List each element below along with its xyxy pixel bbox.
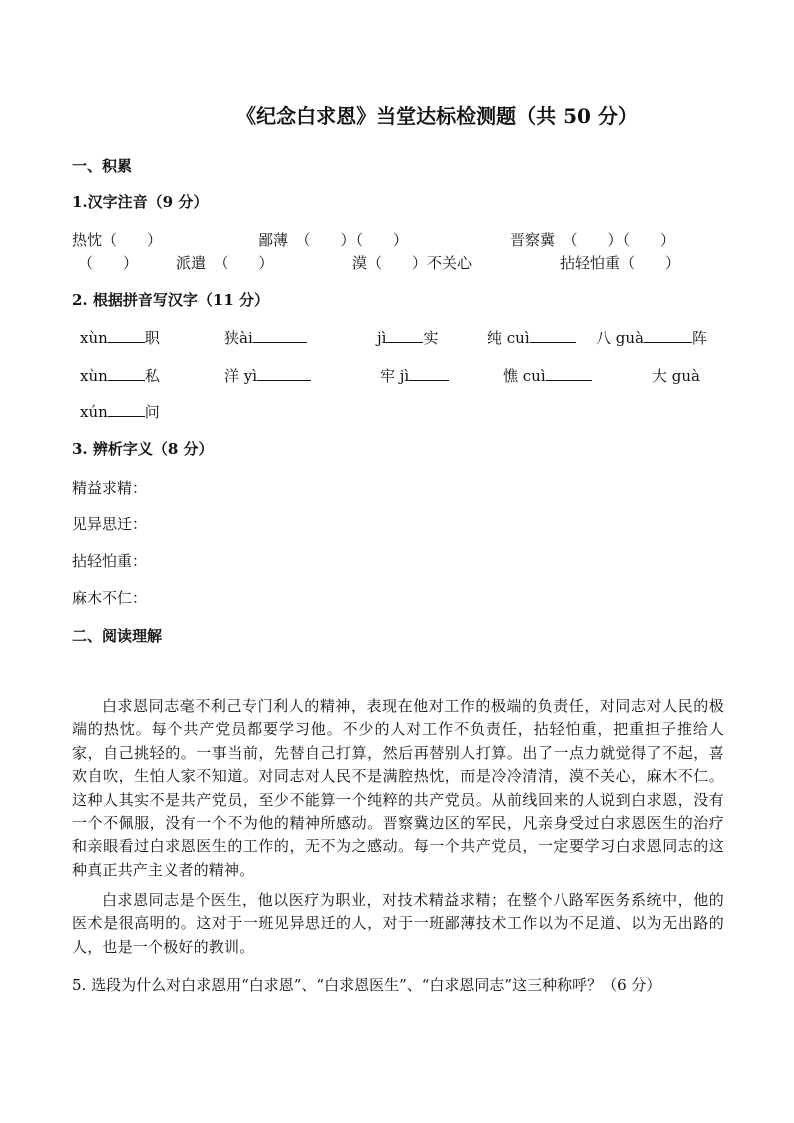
q3-item-mamuburen: 麻木不仁： xyxy=(72,589,148,607)
q1-heading: 1.汉字注音（9 分） xyxy=(72,193,209,211)
q2-item-qiaocui: 憔 cuì xyxy=(503,365,592,386)
q2-item-baguazhen: 八 guà 阵 xyxy=(596,329,707,347)
q1-item-bibo: 鄙薄 （ ）（ ） xyxy=(258,231,409,249)
q2-item-yangyi: 洋 yì xyxy=(224,365,311,386)
section1-heading: 一、积累 xyxy=(72,157,133,175)
q3-item-nianqingpazhong: 拈轻怕重： xyxy=(72,552,148,570)
q1-item-mobuguanxin: 漠（ ）不关心 xyxy=(352,254,473,272)
q3-item-jianyisiqian: 见异思迁： xyxy=(72,515,148,533)
reading-paragraph-2: 白求恩同志是个医生，他以医疗为职业，对技术精益求精；在整个八路军医务系统中，他的医术是很高明的。这对于一班见异思迁的人，对于一班鄙薄技术工作以为不足道、以为无出路的人，也是一个极好的教训。 xyxy=(72,891,724,956)
q2-item-laoji: 牢 jì xyxy=(380,365,449,386)
q5-question: 5. 选段为什么对白求恩用“白求恩”、“白求恩医生”、“白求恩同志”这三种称呼？（6 分） xyxy=(72,976,662,994)
q3-item-jingyiqiujing: 精益求精： xyxy=(72,479,148,497)
q2-heading: 2. 根据拼音写汉字（11 分） xyxy=(72,291,269,309)
reading-paragraph-1: 白求恩同志毫不利己专门利人的精神，表现在他对工作的极端的负责任，对同志对人民的极端的热忱。每个共产党员都要学习他。不少的人对工作不负责任，拈轻怕重，把重担子推给人家，自己挑轻的。一事当前，先替自己打算，然后再替别人打算。出了一点力就觉得了不起，喜欢自吹，生怕人家不知道。对同志对人民不是满腔热忱，而是冷冷清清，漠不关心，麻木不仁。这种人其实不是共产党员，至少不能算一个纯粹的共产党员。从前线回来的人说到白求恩，没有一个不佩服，没有一个不为他的精神所感动。晋察冀边区的军民，凡亲身受过白求恩医生的治疗和亲眼看过白求恩医生的工作的，无不为之感动。每一个共产党员，一定要学习白求恩同志的这种真正共产主义者的精神。 xyxy=(72,697,724,879)
q2-item-jishi: jì 实 xyxy=(377,329,439,347)
q1-item-blank: （ ） xyxy=(78,254,139,272)
q2-item-xunzhi: xùn 职 xyxy=(80,329,160,347)
q1-item-nianqingpazhong: 拈轻怕重（ ） xyxy=(560,254,681,272)
q1-item-jinchaji: 晋察冀 （ ）（ ） xyxy=(510,231,676,249)
section2-heading: 二、阅读理解 xyxy=(72,627,163,645)
q1-item-paiqian: 派遣 （ ） xyxy=(176,254,274,272)
q2-item-dagua: 大 guà xyxy=(652,367,700,385)
q2-item-xiaai: 狭ài xyxy=(224,327,307,348)
q3-heading: 3. 辨析字义（8 分） xyxy=(72,440,214,458)
q1-item-rechen: 热忱（ ） xyxy=(72,231,163,249)
q2-item-chuncui: 纯 cuì xyxy=(487,327,576,348)
q2-item-xunsi: xùn 私 xyxy=(80,367,160,385)
page-title: 《纪念白求恩》当堂达标检测题（共 50 分） xyxy=(236,104,638,128)
q2-item-xunwen: xún 问 xyxy=(80,403,160,421)
